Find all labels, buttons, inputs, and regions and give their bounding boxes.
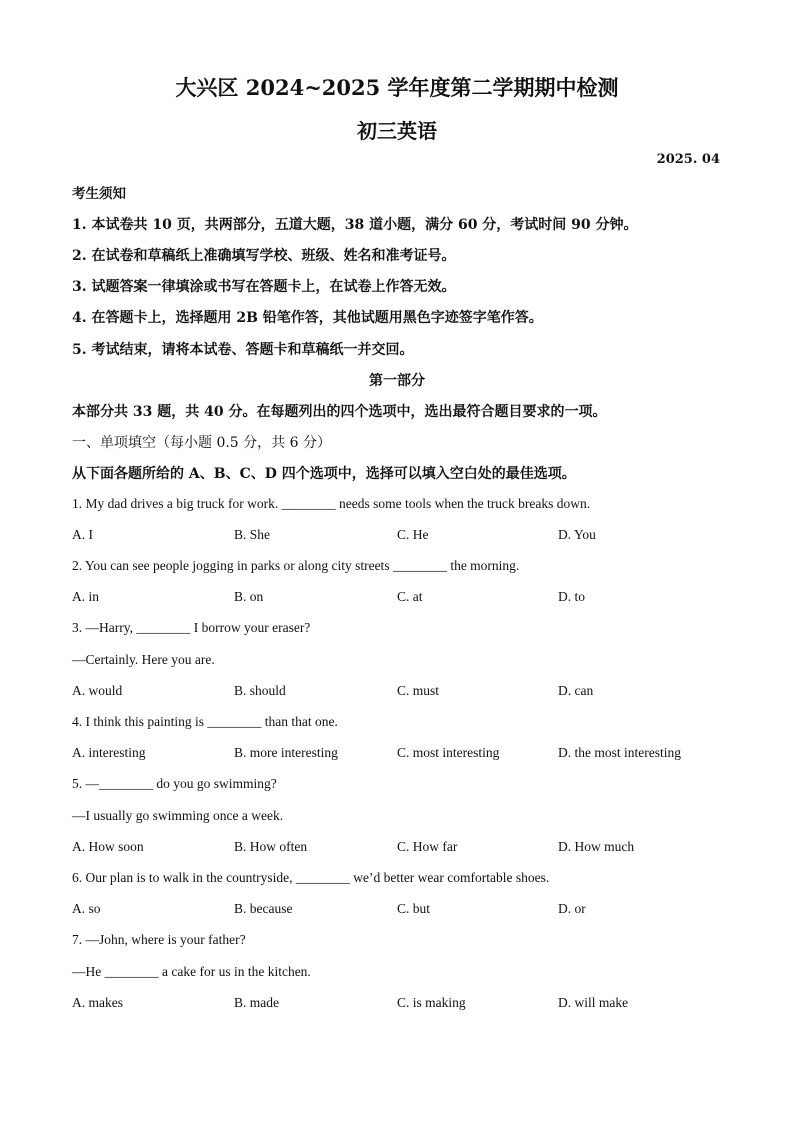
question-1-option-b: B. She xyxy=(234,527,271,542)
section-instruction: 从下面各题所给的 A、B、C、D 四个选项中，选择可以填入空白处的最佳选项。 xyxy=(72,466,576,482)
question-3-option-b: B. should xyxy=(234,683,286,698)
question-4-option-b: B. more interesting xyxy=(234,745,338,760)
part-intro: 本部分共 33 题，共 40 分。在每题列出的四个选项中，选出最符合题目要求的一项。 xyxy=(72,404,607,420)
question-3-stem: 3. —Harry, ________ I borrow your eraser? xyxy=(72,620,311,635)
question-5-option-d: D. How much xyxy=(558,839,635,854)
question-5-stem: 5. —________ do you go swimming? xyxy=(72,776,277,791)
notice-item-3: 3. 试题答案一律填涂或书写在答题卡上，在试卷上作答无效。 xyxy=(72,279,456,295)
notice-item-2: 2. 在试卷和草稿纸上准确填写学校、班级、姓名和准考证号。 xyxy=(72,248,456,264)
question-1-option-c: C. He xyxy=(397,527,429,542)
question-7-option-d: D. will make xyxy=(558,995,629,1010)
exam-subtitle: 初三英语 xyxy=(357,119,437,143)
question-6-option-d: D. or xyxy=(558,901,586,916)
notice-heading: 考生须知 xyxy=(72,186,126,202)
question-4-option-d: D. the most interesting xyxy=(558,745,681,760)
exam-date: 2025. 04 xyxy=(656,152,720,167)
exam-title: 大兴区 2024~2025 学年度第二学期期中检测 xyxy=(175,75,619,100)
question-5-option-c: C. How far xyxy=(397,839,458,854)
question-3-option-d: D. can xyxy=(558,683,594,698)
question-4-stem: 4. I think this painting is ________ than that one. xyxy=(72,714,338,729)
question-6-option-b: B. because xyxy=(234,901,293,916)
question-2-option-c: C. at xyxy=(397,589,423,604)
question-1-option-d: D. You xyxy=(558,527,596,542)
notice-item-1: 1. 本试卷共 10 页，共两部分，五道大题，38 道小题，满分 60 分，考试时间 90 分钟。 xyxy=(72,217,638,233)
part-heading: 第一部分 xyxy=(369,373,425,389)
question-5-option-a: A. How soon xyxy=(72,839,144,854)
question-6-stem: 6. Our plan is to walk in the countryside, ________ we’d better wear comfortable shoes. xyxy=(72,870,550,885)
question-7-option-a: A. makes xyxy=(72,995,123,1010)
question-2-option-a: A. in xyxy=(72,589,99,604)
question-6-option-c: C. but xyxy=(397,901,431,916)
question-1-stem: 1. My dad drives a big truck for work. ________ needs some tools when the truck breaks down. xyxy=(72,496,591,511)
question-2-option-b: B. on xyxy=(234,589,264,604)
question-7-stem: 7. —John, where is your father? xyxy=(72,932,246,947)
question-2-option-d: D. to xyxy=(558,589,585,604)
question-3-option-a: A. would xyxy=(72,683,123,698)
question-7-option-c: C. is making xyxy=(397,995,466,1010)
question-3-option-c: C. must xyxy=(397,683,440,698)
notice-item-5: 5. 考试结束，请将本试卷、答题卡和草稿纸一并交回。 xyxy=(72,342,414,358)
question-4-option-a: A. interesting xyxy=(72,745,146,760)
question-1-option-a: A. I xyxy=(72,527,93,542)
question-3-response: —Certainly. Here you are. xyxy=(72,652,215,667)
section-title: 一、单项填空（每小题 0.5 分，共 6 分） xyxy=(72,435,331,451)
notice-item-4: 4. 在答题卡上，选择题用 2B 铅笔作答，其他试题用黑色字迹签字笔作答。 xyxy=(72,310,543,326)
question-7-option-b: B. made xyxy=(234,995,279,1010)
question-4-option-c: C. most interesting xyxy=(397,745,500,760)
question-6-option-a: A. so xyxy=(72,901,101,916)
question-5-option-b: B. How often xyxy=(234,839,308,854)
question-7-response: —He ________ a cake for us in the kitchen. xyxy=(72,964,311,979)
question-5-response: —I usually go swimming once a week. xyxy=(72,808,284,823)
question-2-stem: 2. You can see people jogging in parks or along city streets ________ the morning. xyxy=(72,558,520,573)
